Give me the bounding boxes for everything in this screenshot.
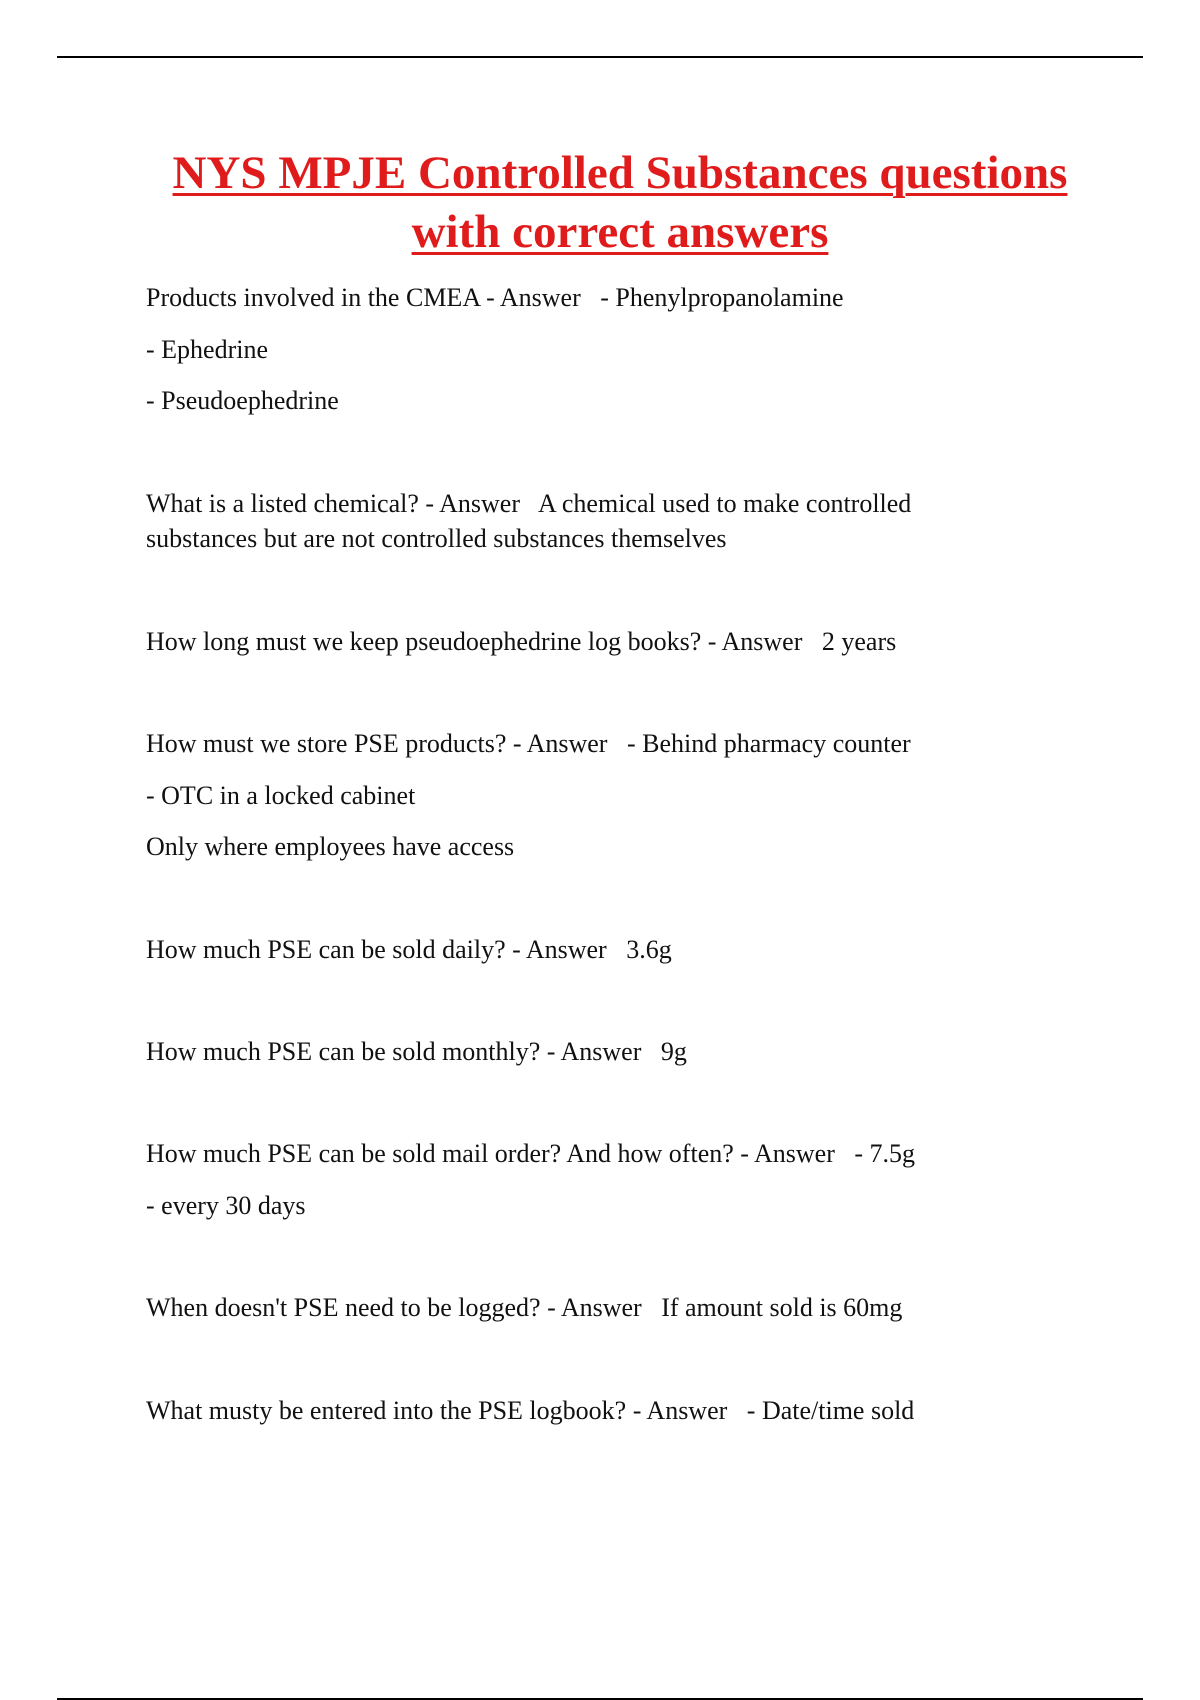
qa-1-line-3: - Pseudoephedrine [146, 386, 339, 415]
qa-7-line-2: - every 30 days [146, 1191, 306, 1220]
qa-4-line-2: - OTC in a locked cabinet [146, 781, 416, 810]
title-line-2: with correct answers [411, 206, 829, 258]
top-rule [57, 56, 1143, 58]
title-line-1: NYS MPJE Controlled Substances questions [172, 147, 1068, 199]
qa-6-line-1: How much PSE can be sold monthly? - Answer 9g [146, 1037, 687, 1066]
qa-7-line-1: How much PSE can be sold mail order? And how often? - Answer - 7.5g [146, 1139, 916, 1168]
qa-8-line-1: When doesn't PSE need to be logged? - Answer If amount sold is 60mg [146, 1293, 903, 1322]
qa-4-line-3: Only where employees have access [146, 832, 515, 861]
qa-2-line-2: substances but are not controlled substances themselves [146, 524, 727, 553]
qa-4-line-1: How must we store PSE products? - Answer - Behind pharmacy counter [146, 729, 911, 758]
document-title [100, 144, 1140, 262]
qa-3-line-1: How long must we keep pseudoephedrine log books? - Answer 2 years [146, 627, 897, 656]
qa-9-line-1: What musty be entered into the PSE logbook? - Answer - Date/time sold [146, 1396, 915, 1425]
qa-5-line-1: How much PSE can be sold daily? - Answer 3.6g [146, 935, 672, 964]
qa-1-line-1: Products involved in the CMEA - Answer - Phenylpropanolamine [146, 283, 844, 312]
qa-2-line-1: What is a listed chemical? - Answer A chemical used to make controlled [146, 489, 912, 518]
qa-1-line-2: - Ephedrine [146, 335, 269, 364]
